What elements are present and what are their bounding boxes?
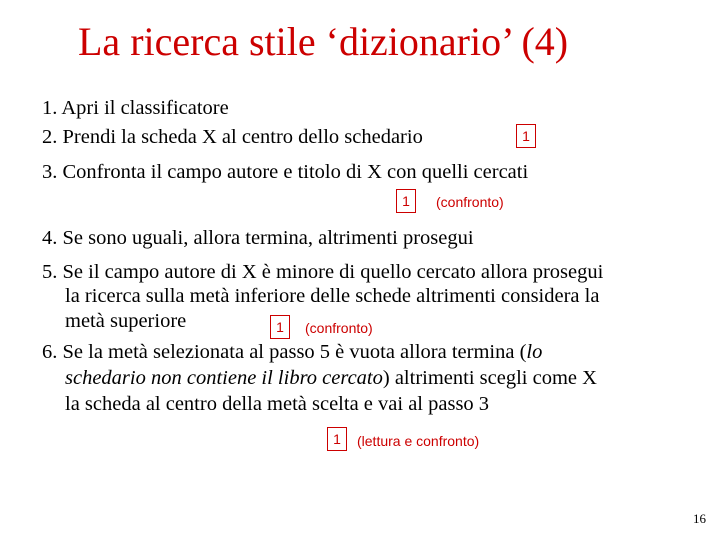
step-5-line-2: la ricerca sulla metà inferiore delle schede altrimenti considera la xyxy=(65,285,600,307)
step-5-cost-box: 1 xyxy=(270,315,290,339)
step-5-note: (confronto) xyxy=(305,320,373,336)
page-number: 16 xyxy=(693,511,706,526)
step-6-line-2-italic: schedario non contiene il libro cercato xyxy=(65,367,383,389)
step-6-line-1-italic: lo xyxy=(526,341,543,363)
step-4-text: 4. Se sono uguali, allora termina, altrimenti prosegui xyxy=(42,227,474,249)
step-6-line-1-text: 6. Se la metà selezionata al passo 5 è vuota allora termina ( xyxy=(42,341,527,363)
step-5-line-3: metà superiore xyxy=(65,310,187,332)
step-1-text: 1. Apri il classificatore xyxy=(42,97,229,119)
step-6-line-2 xyxy=(65,368,597,389)
step-3-text: 3. Confronta il campo autore e titolo di X con quelli cercati xyxy=(42,161,529,183)
step-6-line-3: la scheda al centro della metà scelta e vai al passo 3 xyxy=(65,393,490,415)
step-3-cost-box: 1 xyxy=(396,189,416,213)
step-2-cost-box: 1 xyxy=(516,124,536,148)
step-6-cost-box: 1 xyxy=(327,427,347,451)
step-5-line-1: 5. Se il campo autore di X è minore di quello cercato allora prosegui xyxy=(42,261,604,283)
step-6-line-1 xyxy=(42,342,542,363)
step-6-note: (lettura e confronto) xyxy=(357,433,480,449)
slide-title: La ricerca stile ‘dizionario’ (4) xyxy=(78,19,569,64)
step-6-line-2-text: ) altrimenti scegli come X xyxy=(382,367,597,389)
step-3-note: (confronto) xyxy=(436,194,504,210)
step-2-text: 2. Prendi la scheda X al centro dello schedario xyxy=(42,126,423,148)
